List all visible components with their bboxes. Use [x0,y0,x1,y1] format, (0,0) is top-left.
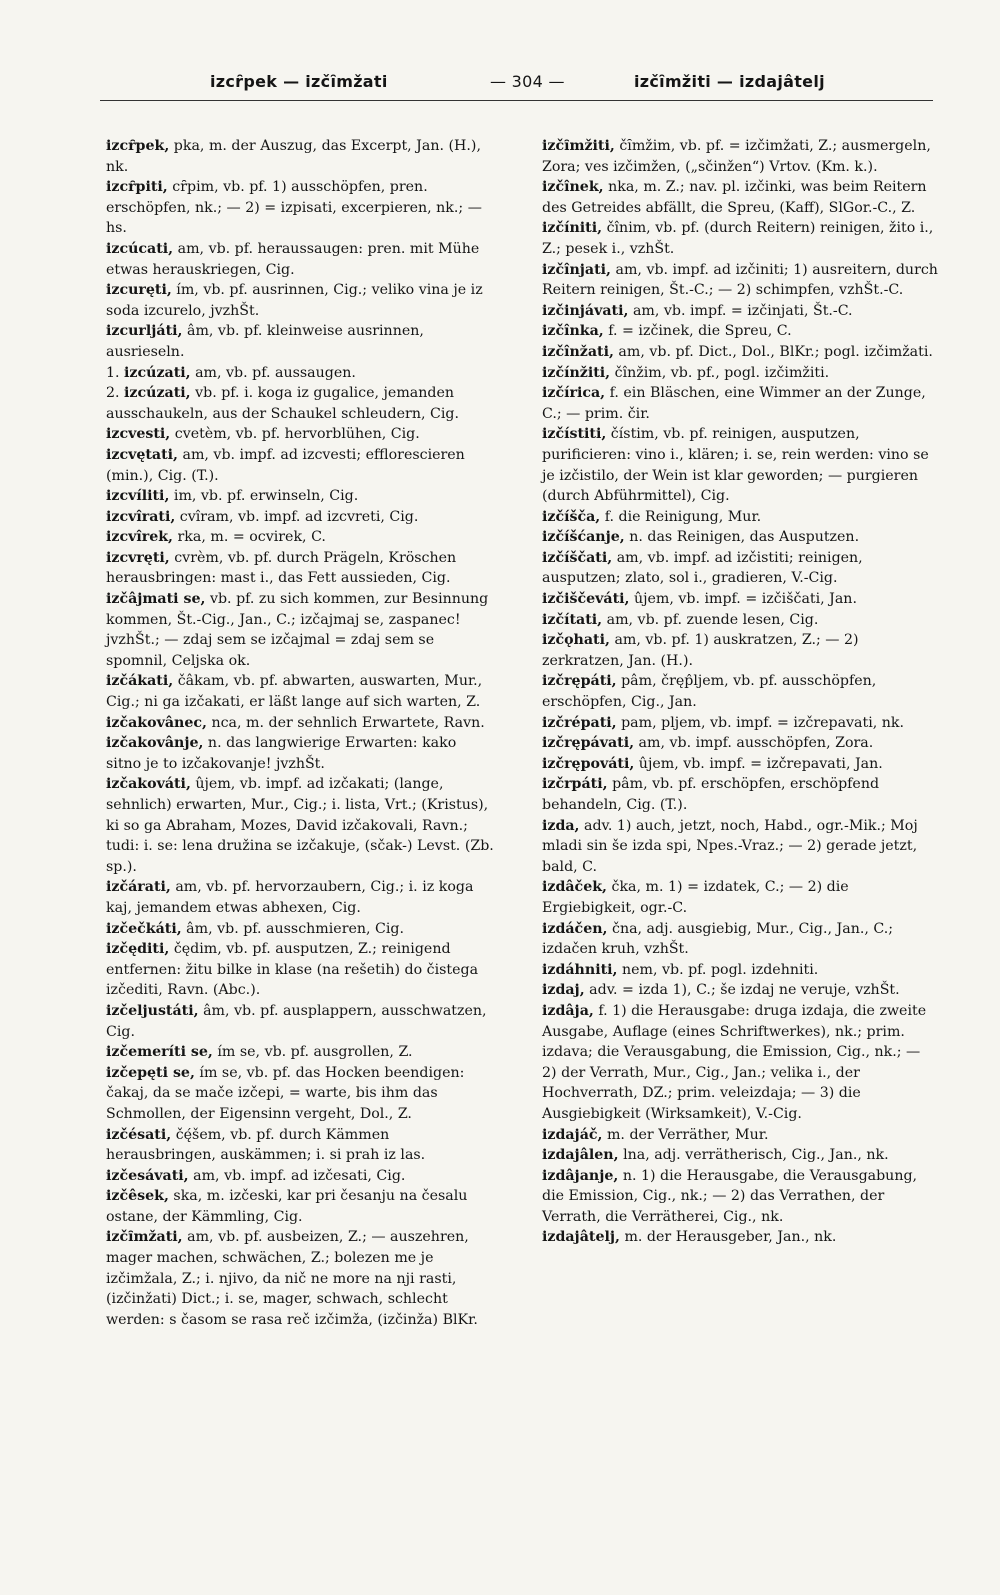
dictionary-entry [106,177,494,239]
dictionary-entry [106,548,494,589]
dictionary-entry [542,136,938,177]
entry-headword: izcúzati, [124,385,191,402]
entry-headword: izčínžiti, [542,364,611,381]
entry-definition: čka, m. 1) = izdatek, C.; — 2) die Ergiebigkeit, ogr.-C. [542,879,849,916]
entry-definition: am, vb. pf. ausbeizen, Z.; — auszehren, mager machen, schwächen, Z.; bolezen me je izčimžala, Z.; i. njivo, da nič ne more na nji rasti, (izčinžati) Dict.; i. se, mager, schwach, schlecht werden: s časom se rasa reč izčimža, (izčinža) BlKr. [106,1229,478,1328]
entry-headword: izčȋmžiti, [542,138,615,154]
entry-definition: m. der Verräther, Mur. [602,1126,769,1143]
entry-definition: am, vb. pf. zuende lesen, Cig. [602,611,819,628]
entry-definition: f. die Reinigung, Mur. [600,508,762,525]
dictionary-entry [542,733,938,754]
entry-definition: čâkam, vb. pf. abwarten, auswarten, Mur., Cig.; ni ga izčakati, er läßt lange auf sich warten, Z. [106,673,483,711]
entry-headword: izčrępováti, [542,755,635,772]
entry-headword: izčemeríti se, [106,1044,213,1061]
entry-headword: izcúcati, [106,240,174,257]
dictionary-entry [106,383,494,424]
dictionary-entry [106,321,494,362]
entry-definition: f. = izčinek, die Spreu, C. [603,323,792,340]
entry-headword: izčiščeváti, [542,591,630,608]
dictionary-entry [106,1125,494,1166]
entry-headword: izčînjati, [542,261,611,278]
dictionary-entry [106,1042,494,1063]
entry-headword: izčêsek, [106,1188,169,1205]
dictionary-entry [106,527,494,548]
entry-headword: izčrępáti, [542,673,617,690]
dictionary-entry [542,1227,938,1248]
dictionary-entry [542,713,938,734]
entry-definition: ûjem, vb. impf. = izčrepavati, Jan. [634,755,883,772]
entry-definition: im, vb. pf. erwinseln, Cig. [169,488,359,505]
entry-definition: m. der Herausgeber, Jan., nk. [619,1229,837,1246]
entry-headword: izdâček, [542,879,607,896]
dictionary-entry [542,424,938,506]
entry-headword: izčíšćanje, [542,529,625,546]
dictionary-entry [106,919,494,940]
entry-headword: izčésati, [106,1126,172,1143]
dictionary-entry [106,424,494,445]
entry-definition: am, vb. pf. hervorzaubern, Cig.; i. iz koga kaj, jemandem etwas abhexen, Cig. [106,879,474,916]
dictionary-entry [106,1063,494,1125]
dictionary-entry [542,321,938,342]
entry-headword: izcurljáti, [106,323,183,340]
entry-definition: adv. = izda 1), C.; še izdaj ne veruje, vzhŠt. [584,982,900,999]
entry-headword: izdajâlen, [542,1147,619,1164]
entry-definition: čę́šem, vb. pf. durch Kämmen herausbringen, auskämmen; i. si prah iz las. [106,1126,426,1164]
dictionary-entry [106,280,494,321]
entry-headword: izčístiti, [542,426,607,443]
dictionary-entry [542,301,938,322]
entry-number: 1. [106,364,125,381]
dictionary-entry [106,445,494,486]
entry-definition: pka, m. der Auszug, das Excerpt, Jan. (H.), nk. [106,138,481,175]
entry-definition: lna, adj. verrätherisch, Cig., Jan., nk. [618,1147,889,1164]
entry-headword: izčęditi, [106,941,170,958]
entry-headword: izčrépati, [542,714,617,731]
entry-definition: rka, m. = ocvirek, C. [173,529,326,546]
entry-headword: izčírica, [542,385,606,402]
entry-definition: ûjem, vb. impf. ad izčakati; (lange, sehnlich) erwarten, Mur., Cig.; i. lista, Vrt.; (Kristus), ki so ga Abraham, Mozes, David izčakovali, Ravn.; tudi: i. se: lena družina se izčakuje, (sčak-) Levst. (Zb. sp.). [106,776,494,875]
entry-headword: izdajâtelj, [542,1229,620,1246]
entry-definition: âm, vb. pf. ausplappern, ausschwatzen, Cig. [106,1002,487,1040]
entry-definition: čędim, vb. pf. ausputzen, Z.; reinigend entfernen: žitu bilke in klase (na rešetih) do čistega izčediti, Ravn. (Abc.). [106,941,479,999]
dictionary-entry [542,383,938,424]
dictionary-entry [542,754,938,775]
entry-definition: am, vb. impf. ad izčistiti; reinigen, ausputzen; zlato, sol i., gradieren, V.-Cig. [542,549,863,587]
dictionary-entry [106,713,494,734]
running-header [100,66,930,96]
entry-headword: izčakovânje, [106,735,204,752]
entry-headword: izčečkáti, [106,920,182,937]
entry-definition: am, vb. impf. ausschöpfen, Zora. [634,735,874,752]
dictionary-entry [542,960,938,981]
dictionary-entry [542,260,938,301]
dictionary-entry [542,877,938,918]
entry-definition: am, vb. pf. heraussaugen: pren. mit Mühe etwas herauskriegen, Cig. [106,240,480,278]
entry-definition: vb. pf. zu sich kommen, zur Besinnung kommen, Št.-Cig., Jan., C.; izčajmaj se, zaspanec! jvzhŠt.; — zdaj sem se izčajmal = zdaj sem se spomnil, Celjska ok. [106,591,489,669]
header-right-guide-words: izčȋmžiti — izdajâtelj [634,72,825,91]
entry-definition: nem, vb. pf. pogl. izdehniti. [617,961,819,978]
entry-definition: čînim, vb. pf. (durch Reitern) reinigen, žito i., Z.; pesek i., vzhŠt. [542,220,934,257]
dictionary-entry [542,919,938,960]
entry-headword: izčinjávati, [542,302,629,319]
header-rule [100,100,933,101]
entry-definition: am, vb. impf. ad izčesati, Cig. [188,1167,406,1184]
entry-definition: am, vb. impf. ad izcvesti; efflorescieren (min.), Cig. (T.). [106,446,465,484]
entry-definition: čȋmžim, vb. pf. = izčimžati, Z.; ausmergeln, Zora; ves izčimžen, („sčinžen“) Vrtov. (Km. k.). [542,138,931,175]
entry-headword: izčînžati, [542,343,614,360]
entry-headword: izčesávati, [106,1167,189,1184]
entry-headword: izcúzati, [124,364,191,381]
entry-headword: izdaj, [542,982,585,999]
entry-headword: izčrpáti, [542,776,608,793]
entry-headword: izcȓpek, [106,138,170,154]
dictionary-entry [542,1145,938,1166]
entry-headword: izčíščati, [542,549,613,566]
entry-definition: f. ein Bläschen, eine Wimmer an der Zunge, C.; — prim. čir. [542,385,926,422]
dictionary-entry [106,671,494,712]
dictionary-entry [542,527,938,548]
dictionary-entry [106,1001,494,1042]
entry-headword: izdâja, [542,1002,594,1019]
entry-headword: izčeljustáti, [106,1002,199,1019]
entry-definition: vb. pf. i. koga iz gugalice, jemanden ausschaukeln, aus der Schaukel schleudern, Cig. [106,385,459,422]
entry-definition: n. das langwierige Erwarten: kako sitno je to izčakovanje! jvzhŠt. [106,735,457,772]
entry-definition: âm, vb. pf. kleinweise ausrinnen, ausrieseln. [106,323,424,360]
entry-definition: ím, vb. pf. ausrinnen, Cig.; veliko vina je iz soda izcurelo, jvzhŠt. [106,282,483,319]
entry-headword: izdáhniti, [542,961,618,978]
entry-headword: izčíšča, [542,508,601,525]
entry-definition: am, vb. impf. = izčinjati, Št.-C. [628,302,853,319]
dictionary-entry [106,589,494,671]
entry-headword: izčȋmžati, [106,1229,183,1246]
entry-definition: ím se, vb. pf. das Hocken beendigen: čakaj, da se mače izčepi, = warte, bis ihm das Schmollen, der Eigensinn vergeht, Dol., Z. [106,1064,465,1122]
dictionary-entry [542,1001,938,1125]
entry-headword: izčárati, [106,879,171,896]
entry-definition: am, vb. pf. Dict., Dol., BlKr.; pogl. izčimžati. [613,343,933,360]
entry-headword: izcvîrek, [106,529,173,546]
entry-definition: pam, pljem, vb. impf. = izčrepavati, nk. [616,714,905,731]
entry-headword: izdajáč, [542,1126,603,1143]
entry-headword: izčakovânec, [106,714,207,731]
dictionary-entry [542,218,938,259]
entry-headword: izcuręti, [106,282,172,299]
entry-definition: pâm, vb. pf. erschöpfen, erschöpfend behandeln, Cig. (T.). [542,776,880,813]
dictionary-entry [106,774,494,877]
entry-headword: izčítati, [542,611,603,628]
entry-headword: izcȓpiti, [106,179,168,196]
entry-headword: izcvręti, [106,549,170,566]
entry-headword: izcvîrati, [106,508,176,525]
right-column [542,136,938,1248]
entry-headword: izcvíliti, [106,488,170,505]
dictionary-entry [542,1166,938,1228]
dictionary-entry [542,816,938,878]
entry-definition: am, vb. impf. ad izčiniti; 1) ausreitern, durch Reitern reinigen, Št.-C.; — 2) schimpfen, vzhŠt.-C. [542,261,938,299]
entry-headword: izdáčen, [542,920,608,937]
entry-headword: izčînka, [542,323,604,340]
dictionary-entry [106,239,494,280]
entry-definition: cȓpim, vb. pf. 1) ausschöpfen, pren. erschöpfen, nk.; — 2) = izpisati, excerpieren, nk.; — hs. [106,179,482,237]
dictionary-entry [542,610,938,631]
page-number: — 304 — [490,72,565,91]
entry-definition: am, vb. pf. aussaugen. [190,364,356,381]
entry-definition: âm, vb. pf. ausschmieren, Cig. [181,920,405,937]
dictionary-entry [542,630,938,671]
dictionary-entry [106,877,494,918]
entry-definition: adv. 1) auch, jetzt, noch, Habd., ogr.-Mik.; Moj mladi sin še izda spi, Npes.-Vraz.; — 2) gerade jetzt, bald, C. [542,817,918,875]
dictionary-entry [542,548,938,589]
entry-definition: cvîram, vb. impf. ad izcvreti, Cig. [175,508,419,525]
dictionary-entry [106,136,494,177]
entry-definition: f. 1) die Herausgabe: druga izdaja, die zweite Ausgabe, Auflage (eines Schriftwerkes), nk.; prim. izdava; die Verausgabung, die Emission, Cig., nk.; — 2) der Verrath, Mur., Cig., Jan.; velika i., der Hochverrath, DZ.; prim. veleizdaja; — 3) die Ausgiebigkeit (Wirksamkeit), V.-Cig. [542,1002,927,1122]
entry-number: 2. [106,385,125,402]
entry-headword: izčakováti, [106,776,191,793]
entry-headword: izdâjanje, [542,1167,619,1184]
dictionary-entry [106,939,494,1001]
entry-definition: nca, m. der sehnlich Erwartete, Ravn. [206,714,485,731]
dictionary-entry [542,1125,938,1146]
entry-headword: izda, [542,817,580,834]
entry-definition: ím se, vb. pf. ausgrollen, Z. [212,1044,413,1061]
dictionary-entry [542,671,938,712]
dictionary-entry [106,1227,494,1330]
dictionary-entry [106,507,494,528]
entry-definition: čînžim, vb. pf., pogl. izčimžiti. [610,364,830,381]
left-column [106,136,494,1330]
entry-definition: am, vb. pf. 1) auskratzen, Z.; — 2) zerkratzen, Jan. (H.). [542,632,859,669]
dictionary-entry [106,1166,494,1187]
entry-definition: ska, m. izčeski, kar pri česanju na česalu ostane, der Kämmling, Cig. [106,1188,468,1225]
entry-definition: cvetèm, vb. pf. hervorblühen, Cig. [170,426,420,443]
entry-headword: izcvesti, [106,426,171,443]
entry-headword: izčâjmati se, [106,591,206,608]
entry-definition: n. 1) die Herausgabe, die Verausgabung, die Emission, Cig., nk.; — 2) das Verrathen, der Verrath, die Verrätherei, Cig., nk. [542,1167,918,1225]
entry-definition: ûjem, vb. impf. = izčiščati, Jan. [629,591,857,608]
dictionary-entry [106,363,494,384]
dictionary-entry [542,589,938,610]
entry-definition: čístim, vb. pf. reinigen, ausputzen, purificieren: vino i., klären; i. se, rein werden: vino se je izčistilo, der Wein ist klar geworden; — purgieren (durch Abführmittel), Cig. [542,426,929,505]
entry-definition: n. das Reinigen, das Ausputzen. [624,529,860,546]
dictionary-entry [106,1186,494,1227]
header-left-guide-words: izcȓpek — izčȋmžati [210,72,388,91]
entry-definition: pâm, čręp̂ljem, vb. pf. ausschöpfen, erschöpfen, Cig., Jan. [542,673,877,711]
entry-headword: izčepęti se, [106,1064,195,1081]
dictionary-entry [542,774,938,815]
entry-headword: izčákati, [106,673,174,690]
entry-headword: izčînek, [542,179,604,196]
entry-definition: cvrèm, vb. pf. durch Prägeln, Kröschen herausbringen: mast i., das Fett aussieden, Cig. [106,549,457,587]
dictionary-entry [542,980,938,1001]
dictionary-entry [542,342,938,363]
entry-headword: izčrępávati, [542,735,635,752]
entry-headword: izčíniti, [542,220,603,237]
dictionary-entry [106,486,494,507]
dictionary-entry [542,177,938,218]
dictionary-entry [106,733,494,774]
entry-definition: čna, adj. ausgiebig, Mur., Cig., Jan., C.; izdačen kruh, vzhŠt. [542,920,893,958]
dictionary-entry [542,363,938,384]
entry-definition: nka, m. Z.; nav. pl. izčinki, was beim Reitern des Getreides abfällt, die Spreu, (Kaff), SlGor.-C., Z. [542,179,927,216]
entry-headword: izcvętati, [106,446,178,463]
entry-headword: izčǫhati, [542,632,610,649]
dictionary-entry [542,507,938,528]
